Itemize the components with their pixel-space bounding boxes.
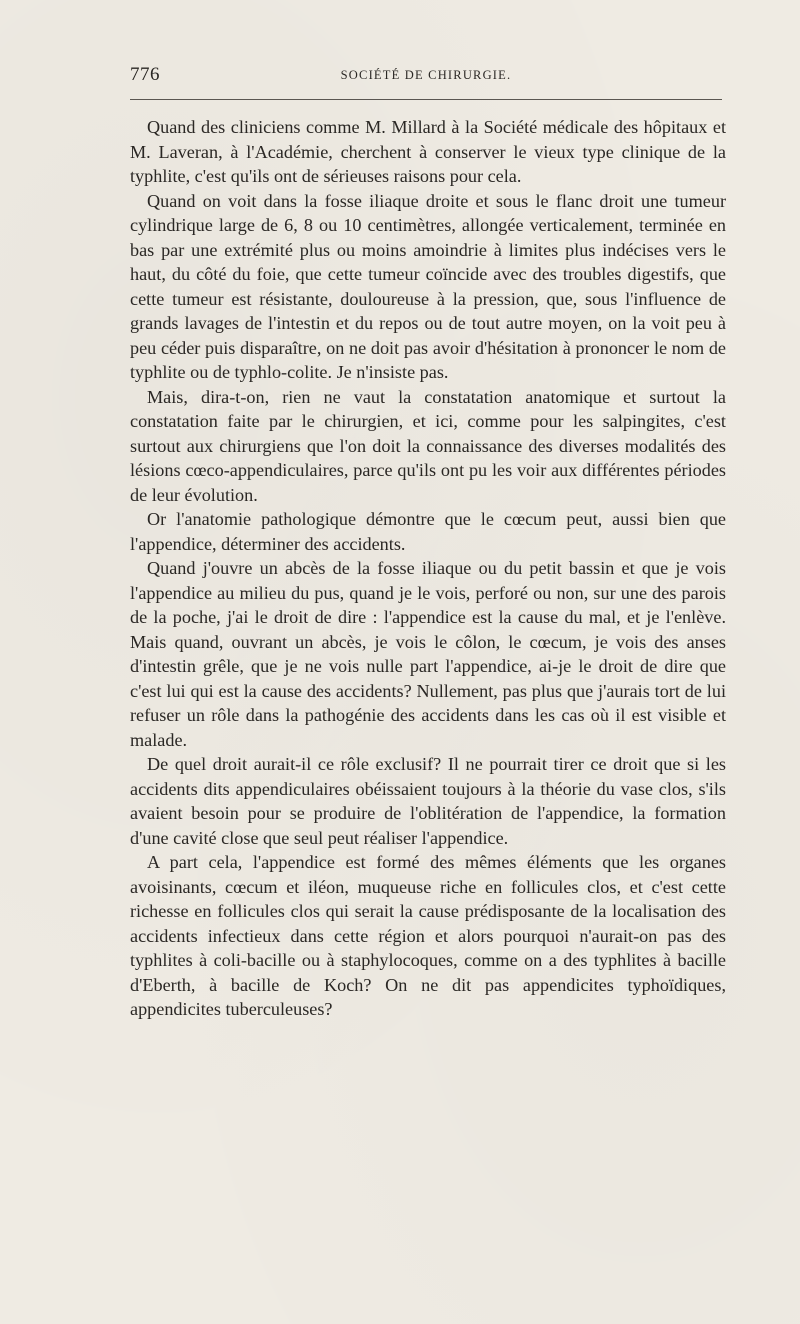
paragraph: A part cela, l'appendice est formé des mêmes éléments que les organes avoisinants, cœcum et iléon, muqueuse riche en follicules clos, et c'est cette richesse en follicules clos qui serait la cause prédisposante de la localisation des accidents infectieux dans cette région et alors pourquoi n'aurait-on pas des typhlites à coli-bacille ou à staphylocoques, comme on a des typhlites à bacille d'Eberth, à bacille de Koch? On ne dit pas appendicites typhoïdiques, appendicites tuberculeuses? [130,852,726,1019]
page-header [130,64,722,90]
body-text [130,115,726,1022]
paragraph: Quand des cliniciens comme M. Millard à la Société médicale des hôpitaux et M. Laveran, à l'Académie, cherchent à conserver le vieux type clinique de la typhlite, c'est qu'ils ont de sérieuses raisons pour cela. [130,117,726,186]
paragraph: De quel droit aurait-il ce rôle exclusif? Il ne pourrait tirer ce droit que si les accidents dits appendiculaires obéissaient toujours à la théorie du vase clos, s'ils avaient besoin pour se produire de l'oblitération de l'appendice, la formation d'une cavité close que seul peut réaliser l'appendice. [130,754,726,848]
page-number: 776 [130,64,160,85]
paragraph: Quand j'ouvre un abcès de la fosse iliaque ou du petit bassin et que je vois l'appendice au milieu du pus, quand je le vois, perforé ou non, sur une des parois de la poche, j'ai le droit de dire : l'appendice est la cause du mal, et je l'enlève. Mais quand, ouvrant un abcès, je vois le côlon, le cœcum, je vois des anses d'intestin grêle, que je ne vois nulle part l'appendice, ai-je le droit de dire que c'est lui qui est la cause des accidents? Nullement, pas plus que j'aurais tort de lui refuser un rôle dans la pathogénie des accidents dans les cas où il est visible et malade. [130,558,726,750]
header-rule [130,99,722,100]
running-title: SOCIÉTÉ DE CHIRURGIE. [340,68,512,82]
paragraph: Quand on voit dans la fosse iliaque droite et sous le flanc droit une tumeur cylindrique large de 6, 8 ou 10 centimètres, allongée verticalement, terminée en bas par une extrémité plus ou moins amoindrie à limites plus indécises vers le haut, du côté du foie, que cette tumeur coïncide avec des troubles digestifs, que cette tumeur est résistante, douloureuse à la pression, que, sous l'influence de grands lavages de l'intestin et du repos ou de tout autre moyen, on la voit peu à peu céder puis disparaître, on ne doit pas avoir d'hésitation à prononcer le nom de typhlite ou de typhlo-colite. Je n'insiste pas. [130,190,726,382]
paragraph: Or l'anatomie pathologique démontre que le cœcum peut, aussi bien que l'appendice, déterminer des accidents. [130,509,726,554]
paragraph: Mais, dira-t-on, rien ne vaut la constatation anatomique et surtout la constatation faite par le chirurgien, et ici, comme pour les salpingites, c'est surtout aux chirurgiens que l'on doit la connaissance des diverses modalités des lésions cœco-appendiculaires, parce qu'ils ont pu les voir aux différentes périodes de leur évolution. [130,386,726,505]
